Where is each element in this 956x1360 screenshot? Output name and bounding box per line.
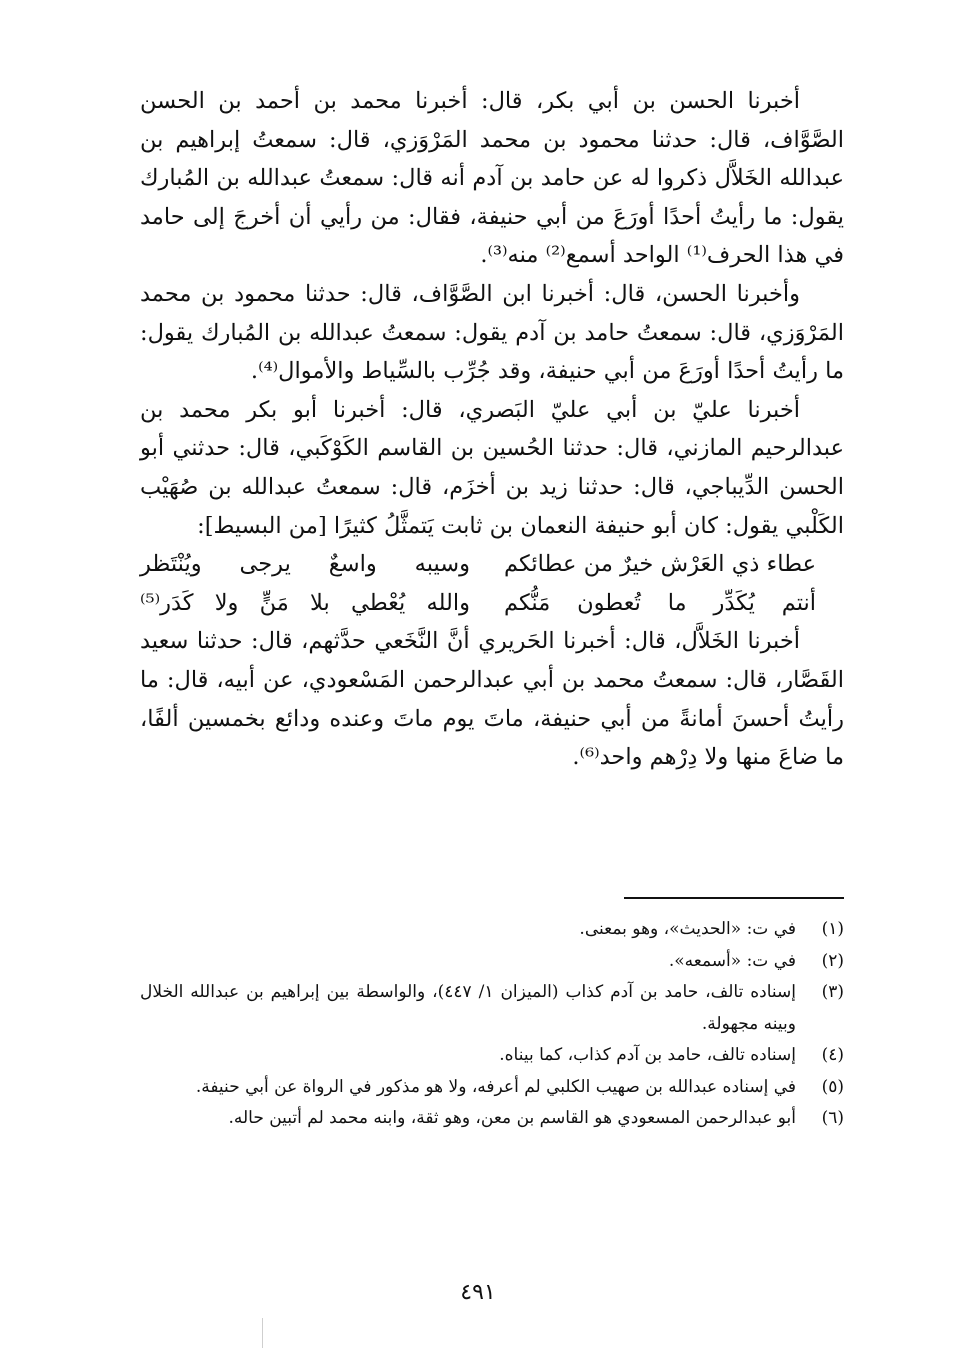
verse-2-second-hemistich: والله يُعْطي بلا مَنٍّ ولا كَدَر⁽⁵⁾ (140, 589, 470, 616)
poem (140, 545, 844, 622)
footnote-text: إسناده تالف، حامد بن آدم كذاب، كما بيناه. (499, 1045, 796, 1065)
footnote-number: (٣) (821, 982, 844, 1002)
footnote-text: أبو عبدالرحمن المسعودي هو القاسم بن معن، وهو ثقة، وابنه محمد لم أتبين حاله. (228, 1108, 796, 1128)
footnote-number: (٢) (821, 950, 844, 971)
footnote-number: (١) (821, 919, 844, 939)
verse-1-second-hemistich: وسيبه واسعٌ يرجى ويُنْتَظر (140, 551, 470, 578)
footnotes (140, 914, 844, 1135)
paragraph-4: أخبرنا الخَلاَّل، قال: أخبرنا الحَريري أنَّ النَّخَعي حدَّثهم، قال: حدثنا سعيد القَصَّار، قال: سمعتُ محمد بن أبي عبدالرحمن المَسْعودي، عن أبيه، قال: ما رأيتُ أحسنَ أمانةً من أبي حنيفة، ماتَ يوم ماتَ وعنده ودائع بخمسين ألفًا، ما ضاعَ منها ولا دِرْهم واحد⁽⁶⁾. (140, 628, 844, 771)
footnote-2 (140, 946, 844, 978)
paragraph-3: أخبرنا عليّ بن أبي عليّ البَصري، قال: أخبرنا أبو بكر محمد بن عبدالرحيم المازني، قال: حدثنا الحُسين بن القاسم الكَوْكَبي، قال: حدثني أبو الحسن الدِّيباجي، قال: حدثنا زيد بن أخزَم، قال: سمعتُ عبدالله بن صُهَيْب الكَلْبي يقول: كان أبو حنيفة النعمان بن ثابت يَتمثَّلُ كثيرًا [من البسيط]: (140, 396, 844, 539)
footnote-3 (140, 977, 844, 1040)
verse-2-first-hemistich: أنتم يُكَدِّر ما تُعطون مَنُّكم (504, 589, 816, 616)
footnote-text: في ت: «الحديث»، وهو بمعنى. (579, 919, 796, 939)
scan-mark (262, 1318, 263, 1348)
paragraph-2: وأخبرنا الحسن، قال: أخبرنا ابن الصَّوَّاف، قال: حدثنا محمود بن محمد المَرْوَزي، قال: سمعتُ حامد بن آدم يقول: سمعتُ عبدالله بن المُبارك يقول: ما رأيتُ أحدًا أورَعَ من أبي حنيفة، وقد جُرِّب بالسِّياط والأموال⁽⁴⁾. (140, 280, 844, 385)
footnote-6 (140, 1103, 844, 1135)
poem-verse-2 (140, 584, 844, 623)
main-text (140, 82, 844, 777)
footnote-4 (140, 1040, 844, 1072)
footnote-5 (140, 1072, 844, 1104)
footnote-text: إسناده تالف، حامد بن آدم كذاب (الميزان ١/ ٤٤٧)، والواسطة بين إبراهيم بن عبدالله الخلال وبينه مجهولة. (140, 982, 796, 1034)
footnote-text: في إسناده عبدالله بن صهيب الكلبي لم أعرفه، ولا هو مذكور في الرواة عن أبي حنيفة. (195, 1076, 796, 1097)
page-number: ٤٩١ (460, 1280, 496, 1305)
footnote-number: (٦) (821, 1108, 844, 1128)
footnote-divider (624, 897, 844, 899)
footnote-1 (140, 914, 844, 946)
poem-verse-1 (140, 545, 844, 584)
paragraph-1: أخبرنا الحسن بن أبي بكر، قال: أخبرنا محمد بن أحمد بن الحسن الصَّوَّاف، قال: حدثنا محمود بن محمد المَرْوَزي، قال: سمعتُ إبراهيم بن عبدالله الخَلاَّل ذكروا له عن حامد بن آدم أنه قال: سمعتُ عبدالله بن المُبارك يقول: ما رأيتُ أحدًا أورَعَ من أبي حنيفة، فقال: من رأيي أن أخرجَ إلى حامد في هذا الحرف⁽¹⁾ الواحد أسمع⁽²⁾ منه⁽³⁾. (140, 88, 844, 269)
footnote-number: (٤) (821, 1045, 844, 1065)
footnote-text: في ت: «أسمعه». (668, 950, 796, 971)
footnote-number: (٥) (821, 1076, 844, 1097)
verse-1-first-hemistich: عطاء ذي العَرْش خيرٌ من عطائكم (504, 551, 816, 578)
